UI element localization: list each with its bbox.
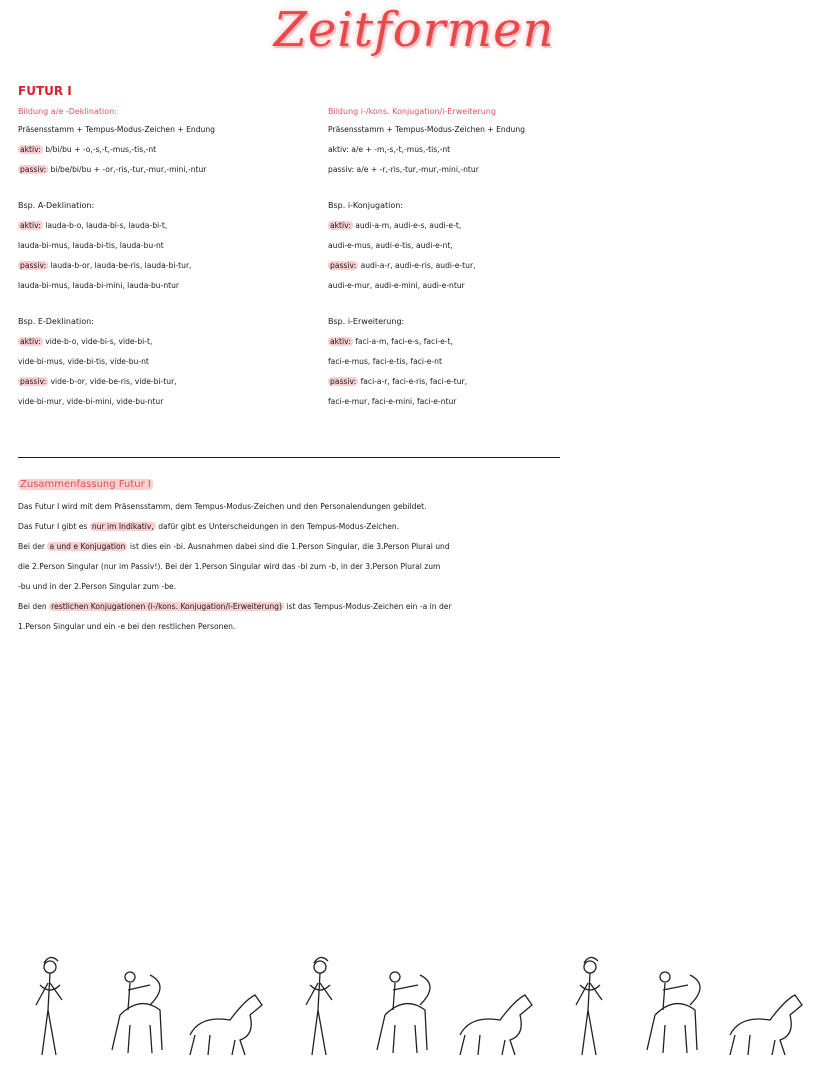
archer-icon bbox=[112, 972, 162, 1053]
example-a-title: Bsp. A-Deklination: bbox=[18, 201, 95, 210]
example-line: passiv: audi-a-r, audi-e-ris, audi-e-tur, bbox=[330, 261, 476, 270]
bildung-subtitle: Bildung a/e -Deklination: bbox=[18, 107, 117, 116]
left-column bbox=[18, 106, 308, 416]
formula: Präsensstamm + Tempus-Modus-Zeichen + Endung bbox=[328, 125, 525, 134]
example-line: aktiv: vide-b-o, vide-bi-s, vide-bi-t, bbox=[20, 337, 153, 346]
example-i-title: Bsp. i-Konjugation: bbox=[328, 201, 404, 210]
aktiv-rule: aktiv: b/bi/bu + -o,-s,-t,-mus,-tis,-nt bbox=[20, 145, 157, 154]
summary-line: 1.Person Singular und ein -e bei den restlichen Personen. bbox=[18, 622, 236, 631]
archer-icon bbox=[647, 972, 700, 1053]
example-e-title: Bsp. E-Deklination: bbox=[18, 317, 94, 326]
summary-line: Bei den restlichen Konjugationen (i-/kons. Konjugation/i-Erweiterung) ist das Tempus-Modus-Zeichen ein -a in der bbox=[18, 602, 452, 611]
warrior-icon bbox=[36, 957, 62, 1055]
example-line: lauda-bi-mus, lauda-bi-tis, lauda-bu-nt bbox=[18, 241, 164, 250]
page-title: Zeitformen bbox=[273, 2, 555, 58]
example-line: aktiv: lauda-b-o, lauda-bi-s, lauda-bi-t, bbox=[20, 221, 168, 230]
formula: Präsensstamm + Tempus-Modus-Zeichen + Endung bbox=[18, 125, 215, 134]
passiv-rule: passiv: a/e + -r,-ris,-tur,-mur,-mini,-ntur bbox=[328, 165, 479, 174]
summary-section bbox=[18, 475, 618, 637]
divider bbox=[18, 457, 560, 458]
warrior-icon bbox=[306, 957, 332, 1055]
passiv-rule: passiv: bi/be/bi/bu + -or,-ris,-tur,-mur,-mini,-ntur bbox=[20, 165, 207, 174]
right-column bbox=[328, 106, 628, 416]
example-line: lauda-bi-mus, lauda-bi-mini, lauda-bu-ntur bbox=[18, 281, 180, 290]
summary-line: Das Futur I gibt es nur im Indikativ, dafür gibt es Unterscheidungen in den Tempus-Modus-Zeichen. bbox=[18, 522, 400, 531]
example-line: audi-e-mur, audi-e-mini, audi-e-ntur bbox=[328, 281, 465, 290]
summary-line: Das Futur I wird mit dem Präsensstamm, dem Tempus-Modus-Zeichen und den Personalendungen gebildet. bbox=[18, 502, 427, 511]
example-line: aktiv: audi-a-m, audi-e-s, audi-e-t, bbox=[330, 221, 462, 230]
warrior-icon bbox=[576, 957, 602, 1055]
example-line: audi-e-mus, audi-e-tis, audi-e-nt, bbox=[328, 241, 453, 250]
example-line: passiv: lauda-b-or, lauda-be-ris, lauda-bi-tur, bbox=[20, 261, 192, 270]
summary-line: -bu und in der 2.Person Singular zum -be. bbox=[18, 582, 177, 591]
horse-icon bbox=[190, 995, 262, 1055]
example-line: passiv: faci-a-r, faci-e-ris, faci-e-tur, bbox=[330, 377, 468, 386]
section-heading: FUTUR I bbox=[18, 84, 72, 98]
example-line: faci-e-mus, faci-e-tis, faci-e-nt bbox=[328, 357, 442, 366]
example-line: vide-bi-mus, vide-bi-tis, vide-bu-nt bbox=[18, 357, 149, 366]
example-ie-title: Bsp. i-Erweiterung: bbox=[328, 317, 405, 326]
example-line: faci-e-mur, faci-e-mini, faci-e-ntur bbox=[328, 397, 457, 406]
example-line: passiv: vide-b-or, vide-be-ris, vide-bi-tur, bbox=[20, 377, 177, 386]
example-line: aktiv: faci-a-m, faci-e-s, faci-e-t, bbox=[330, 337, 453, 346]
horse-icon bbox=[460, 995, 532, 1055]
aktiv-rule: aktiv: a/e + -m,-s,-t,-mus,-tis,-nt bbox=[328, 145, 451, 154]
horse-icon bbox=[730, 995, 802, 1055]
example-line: vide-bi-mur, vide-bi-mini, vide-bu-ntur bbox=[18, 397, 164, 406]
summary-title: Zusammenfassung Futur I bbox=[20, 479, 151, 490]
archer-icon bbox=[377, 972, 430, 1053]
summary-line: Bei der a und e Konjugation ist dies ein -bi. Ausnahmen dabei sind die 1.Person Singular, die 3.Person Plural und bbox=[18, 542, 450, 551]
summary-line: die 2.Person Singular (nur im Passiv!). Bei der 1.Person Singular wird das -bi zum -b, in der 3.Person Plural zum bbox=[18, 562, 441, 571]
decorative-border bbox=[0, 955, 828, 1065]
bildung-subtitle: Bildung i-/kons. Konjugation/i-Erweiterung bbox=[328, 107, 496, 116]
